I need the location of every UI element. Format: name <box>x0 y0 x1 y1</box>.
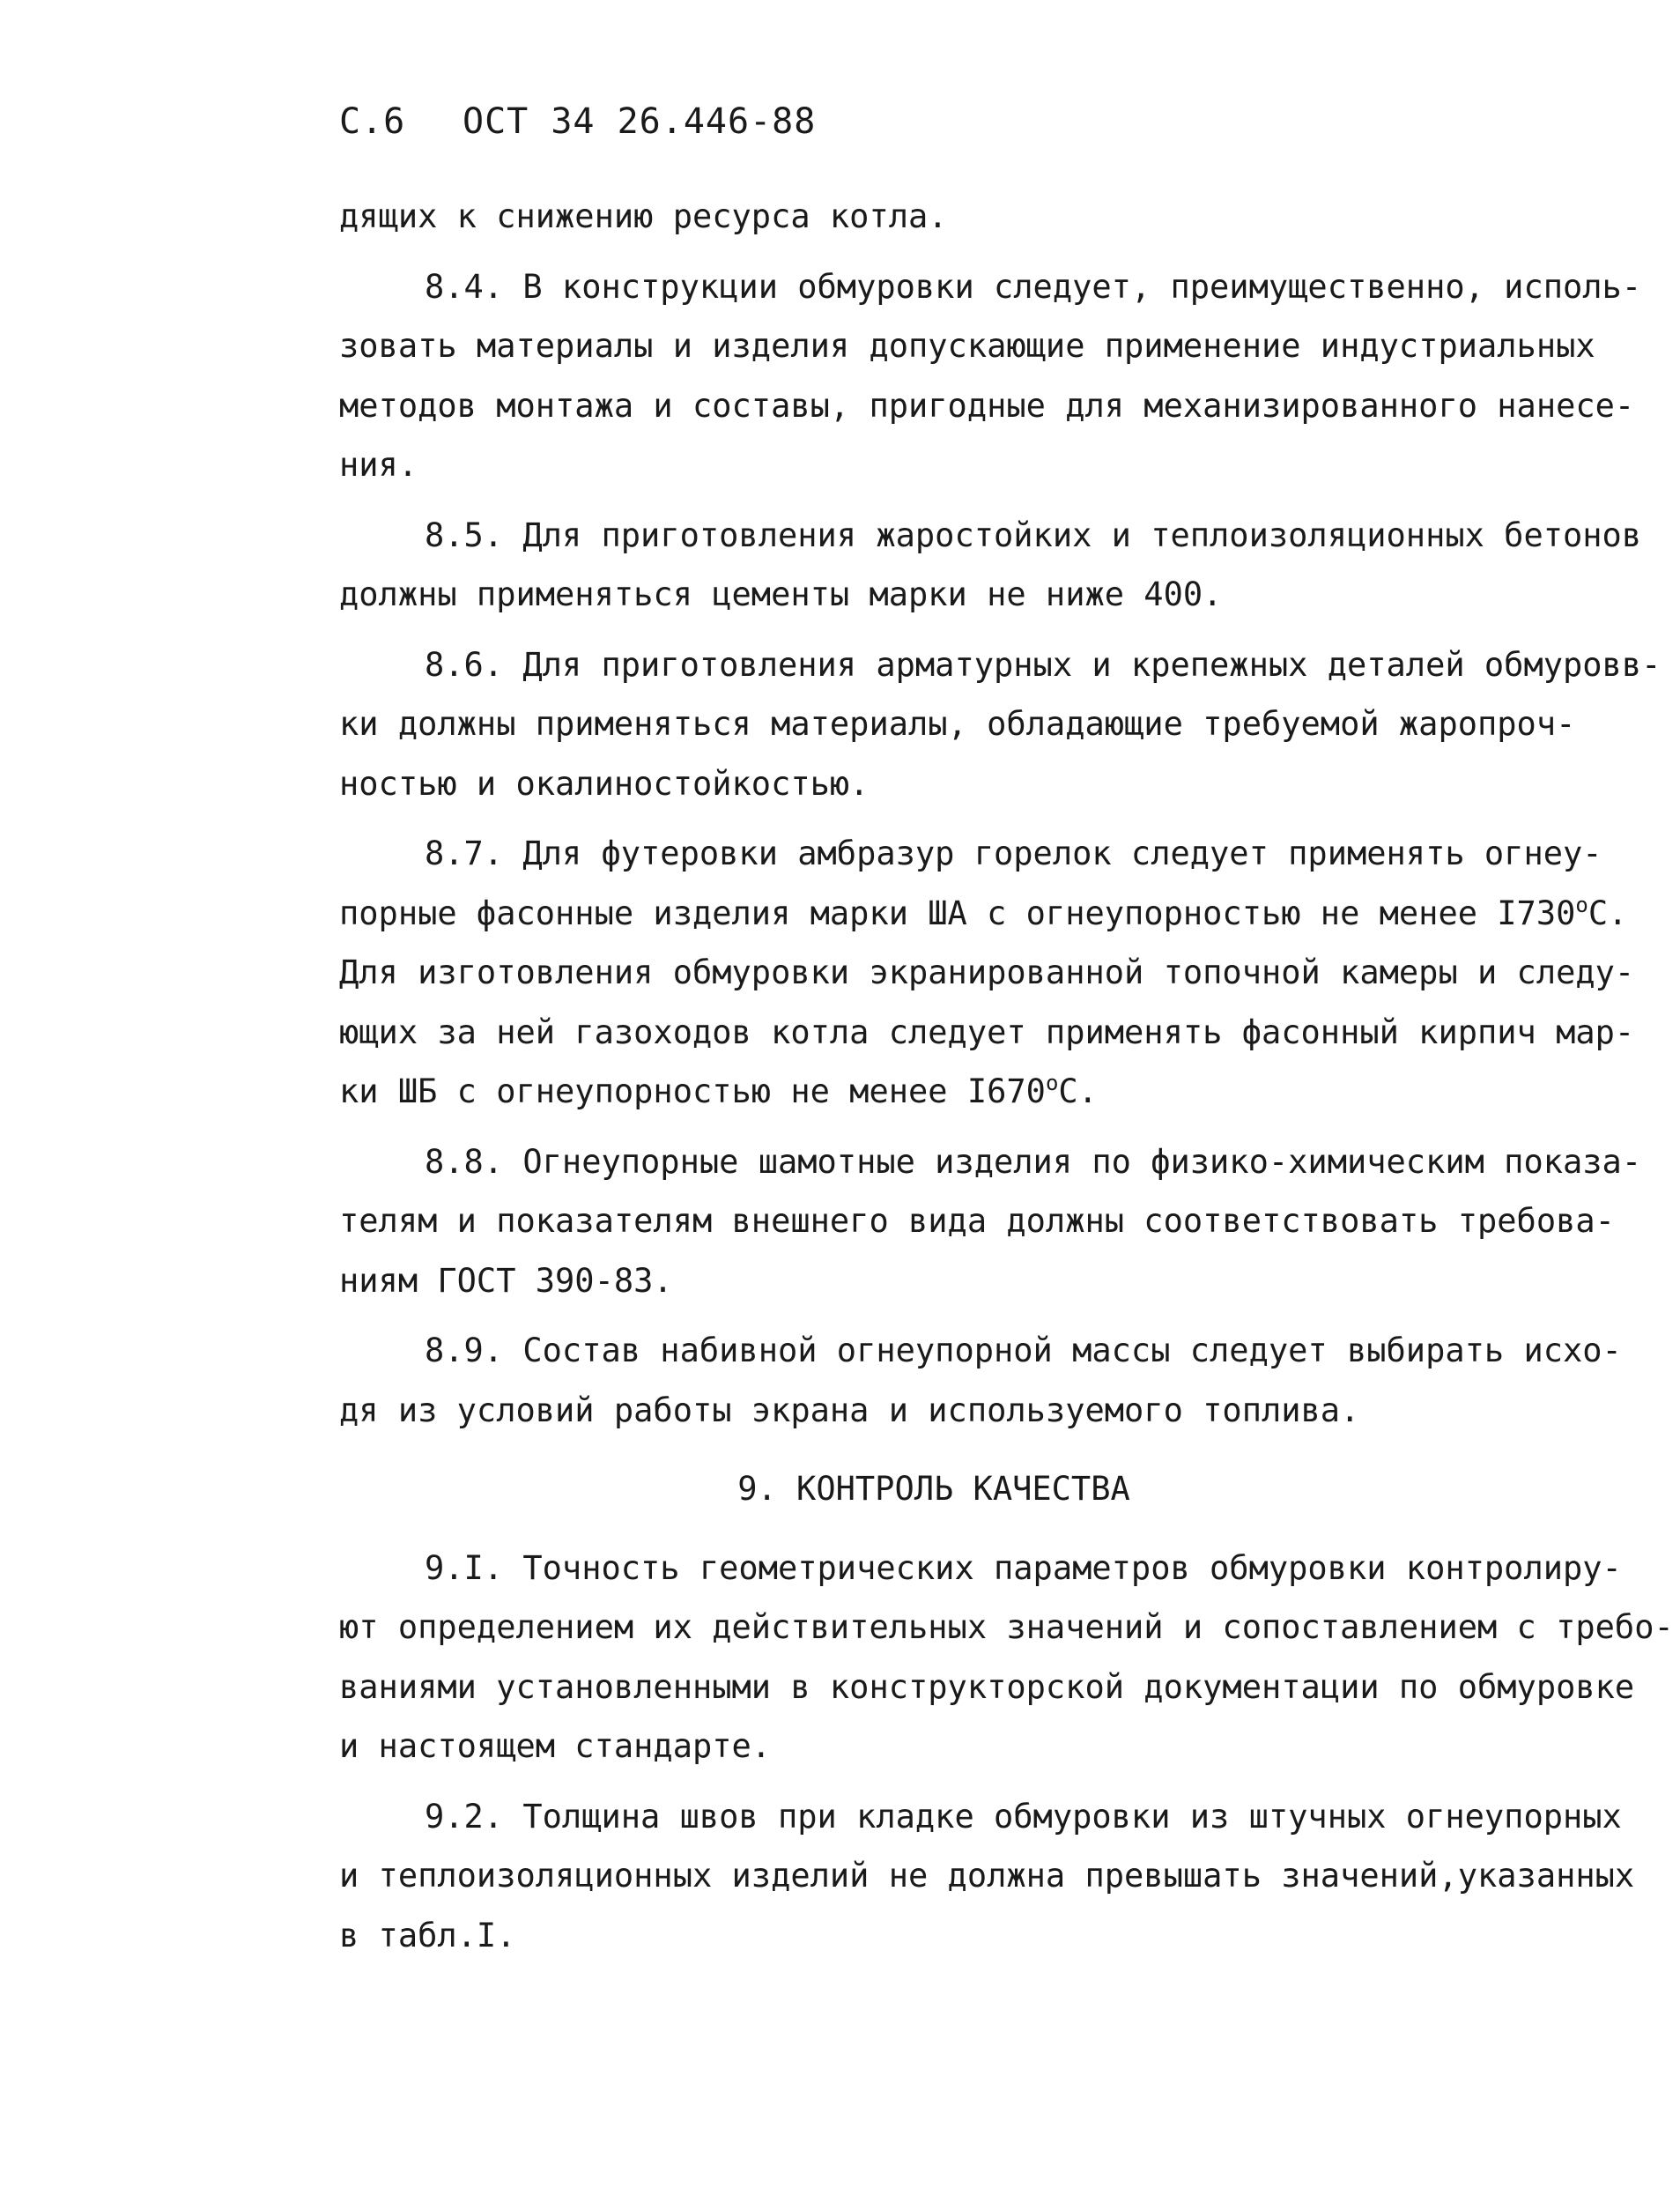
page-header <box>339 101 816 142</box>
text-span: ки ШБ с огнеупорностью не менее I670 <box>339 1072 1046 1110</box>
clause-9-1-line: 9.I. Точность геометрических параметров обмуровки контролиру- <box>425 1548 1622 1587</box>
text-line: дящих к снижению ресурса котла. <box>339 197 948 235</box>
clause-8-6-line: 8.6. Для приготовления арматурных и крепежных деталей обмуровв- <box>425 645 1661 684</box>
clause-8-4-line: 8.4. В конструкции обмуровки следует, преимущественно, исполь- <box>425 267 1642 306</box>
clause-8-8-line: 8.8. Огнеупорные шамотные изделия по физико-химическим показа- <box>425 1142 1642 1181</box>
text-line: в табл.I. <box>339 1916 516 1955</box>
degree-superscript: о <box>1045 1071 1059 1095</box>
text-line: ют определением их действительных значений и сопоставлением с требо- <box>339 1608 1674 1646</box>
text-line: зовать материалы и изделия допускающие применение индустриальных <box>339 327 1595 365</box>
text-line: методов монтажа и составы, пригодные для механизированного нанесе- <box>339 386 1635 425</box>
text-line: и настоящем стандарте. <box>339 1727 772 1765</box>
text-span: С. <box>1587 894 1628 932</box>
text-span: порные фасонные изделия марки ША с огнеупорностью не менее I730 <box>339 894 1576 932</box>
text-line: ющих за ней газоходов котла следует применять фасонный кирпич мар- <box>339 1012 1635 1051</box>
text-line <box>339 884 1628 944</box>
section-heading: 9. КОНТРОЛЬ КАЧЕСТВА <box>737 1470 1130 1508</box>
clause-8-9-line: 8.9. Состав набивной огнеупорной массы следует выбирать исхо- <box>425 1331 1622 1369</box>
text-line: должны применяться цементы марки не ниже 400. <box>339 575 1223 613</box>
text-line: ния. <box>339 446 418 484</box>
text-line <box>339 1062 1581 1122</box>
text-line: ки должны применяться материалы, обладающие требуемой жаропроч- <box>339 705 1576 743</box>
text-line: телям и показателям внешнего вида должны соответствовать требова- <box>339 1202 1615 1240</box>
clause-8-5-line: 8.5. Для приготовления жаростойких и теплоизоляционных бетонов <box>425 516 1642 554</box>
clause-8-7-line: 8.7. Для футеровки амбразур горелок следует применять огнеу- <box>425 834 1602 872</box>
clause-9-2-line: 9.2. Толщина швов при кладке обмуровки из штучных огнеупорных <box>425 1797 1622 1836</box>
document-code: ОСТ 34 26.446-88 <box>463 101 817 142</box>
text-line: ностью и окалиностойкостью. <box>339 764 870 803</box>
text-line: Для изготовления обмуровки экранированной топочной камеры и следу- <box>339 953 1635 991</box>
text-line: и теплоизоляционных изделий не должна превышать значений,указанных <box>339 1857 1635 1895</box>
text-line: ваниями установленными в конструкторской документации по обмуровке <box>339 1667 1635 1706</box>
document-body <box>339 187 1674 1965</box>
text-line: ниям ГОСТ 390-83. <box>339 1261 673 1300</box>
text-line: дя из условий работы экрана и используемого топлива. <box>339 1391 1360 1429</box>
text-span: С. <box>1058 1072 1098 1110</box>
degree-superscript: о <box>1575 892 1588 917</box>
page-number: С.6 <box>339 101 406 142</box>
